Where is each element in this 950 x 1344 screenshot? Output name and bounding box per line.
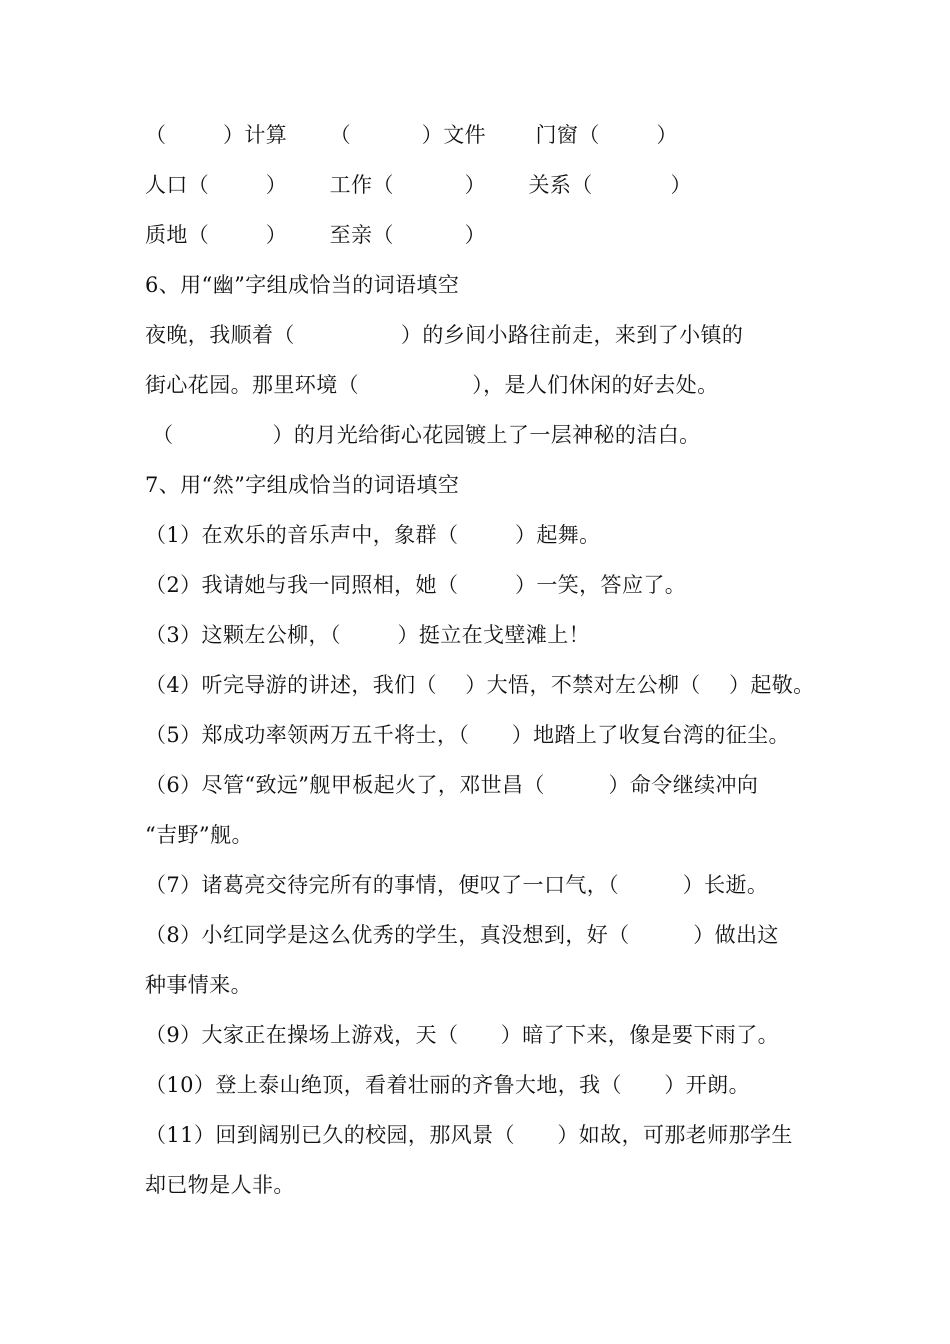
question-6-text-line-1: 夜晚，我顺着（ ）的乡间小路往前走，来到了小镇的 xyxy=(145,323,744,347)
question-7-item-5: （5）郑成功率领两万五千将士，（ ）地踏上了收复台湾的征尘。 xyxy=(145,723,790,747)
question-7-item-3: （3）这颗左公柳，（ ）挺立在戈壁滩上！ xyxy=(145,623,591,647)
question-7-item-8-line-1: （8）小红同学是这么优秀的学生，真没想到，好（ ）做出这 xyxy=(145,923,779,947)
question-7-item-1: （1）在欢乐的音乐声中，象群（ ）起舞。 xyxy=(145,523,601,547)
fill-blank-row-1: （ ）计算 （ ）文件 门窗（ ） xyxy=(145,123,678,147)
question-7-item-4: （4）听完导游的讲述，我们（ ）大悟，不禁对左公柳（ ）起敬。 xyxy=(145,673,815,697)
question-6-heading: 6、用“幽”字组成恰当的词语填空 xyxy=(145,273,460,297)
question-7-item-2: （2）我请她与我一同照相，她（ ）一笑，答应了。 xyxy=(145,573,687,597)
question-7-heading: 7、用“然”字组成恰当的词语填空 xyxy=(145,473,460,497)
question-7-item-6-line-2: “吉野”舰。 xyxy=(145,823,253,847)
question-7-item-8-line-2: 种事情来。 xyxy=(145,973,252,997)
fill-blank-row-3: 质地（ ） 至亲（ ） xyxy=(145,223,487,247)
question-6-text-line-3: （ ）的月光给街心花园镀上了一层神秘的洁白。 xyxy=(145,423,701,447)
question-6-text-line-2: 街心花园。那里环境（ ），是人们休闲的好去处。 xyxy=(145,373,719,397)
fill-blank-row-2: 人口（ ） 工作（ ） 关系（ ） xyxy=(145,173,692,197)
question-7-item-6-line-1: （6）尽管“致远”舰甲板起火了，邓世昌（ ）命令继续冲向 xyxy=(145,773,759,797)
question-7-item-10: （10）登上泰山绝顶，看着壮丽的齐鲁大地，我（ ）开朗。 xyxy=(145,1073,750,1097)
question-7-item-9: （9）大家正在操场上游戏，天（ ）暗了下来，像是要下雨了。 xyxy=(145,1023,780,1047)
question-7-item-7: （7）诸葛亮交待完所有的事情，便叹了一口气，（ ）长逝。 xyxy=(145,873,769,897)
question-7-item-11-line-1: （11）回到阔别已久的校园，那风景（ ）如故，可那老师那学生 xyxy=(145,1123,793,1147)
question-7-item-11-line-2: 却已物是人非。 xyxy=(145,1173,295,1197)
